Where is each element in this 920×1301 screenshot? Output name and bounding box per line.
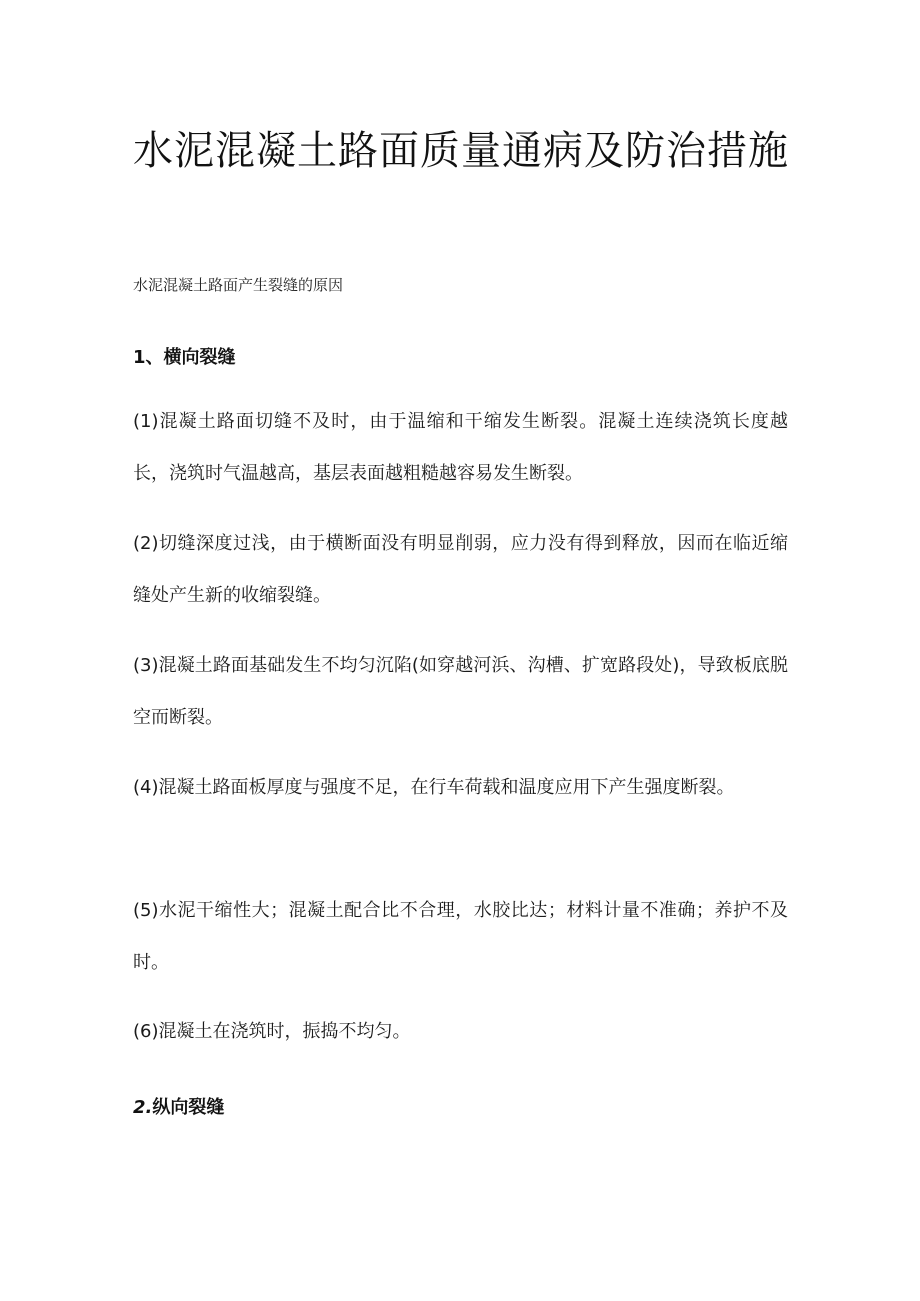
- section-number: 1、: [133, 347, 164, 368]
- section-heading-transverse-cracks: [133, 345, 236, 371]
- document-title: 水泥混凝土路面质量通病及防治措施: [133, 128, 789, 174]
- paragraph-cause-6: (6)混凝土在浇筑时，振捣不均匀。: [133, 1021, 411, 1042]
- paragraph-cause-2: (2)切缝深度过浅，由于横断面没有明显削弱，应力没有得到释放，因而在临近缩缝处产生新的收缩裂缝。: [133, 533, 788, 606]
- section-heading-text: 纵向裂缝: [152, 1097, 225, 1118]
- paragraph-cause-5: (5)水泥干缩性大；混凝土配合比不合理，水胶比达；材料计量不准确；养护不及时。: [133, 900, 788, 973]
- section-heading-text: 横向裂缝: [163, 347, 236, 368]
- document-subtitle: 水泥混凝土路面产生裂缝的原因: [133, 276, 344, 294]
- paragraph-cause-1: (1)混凝土路面切缝不及时，由于温缩和干缩发生断裂。混凝土连续浇筑长度越长，浇筑时气温越高，基层表面越粗糙越容易发生断裂。: [133, 411, 788, 484]
- section-heading-longitudinal-cracks: [133, 1095, 224, 1121]
- paragraph-cause-3: (3)混凝土路面基础发生不均匀沉陷(如穿越河浜、沟槽、扩宽路段处)，导致板底脱空而断裂。: [133, 655, 788, 728]
- section-number: 2.: [133, 1097, 153, 1118]
- paragraph-cause-4: (4)混凝土路面板厚度与强度不足，在行车荷载和温度应用下产生强度断裂。: [133, 777, 735, 798]
